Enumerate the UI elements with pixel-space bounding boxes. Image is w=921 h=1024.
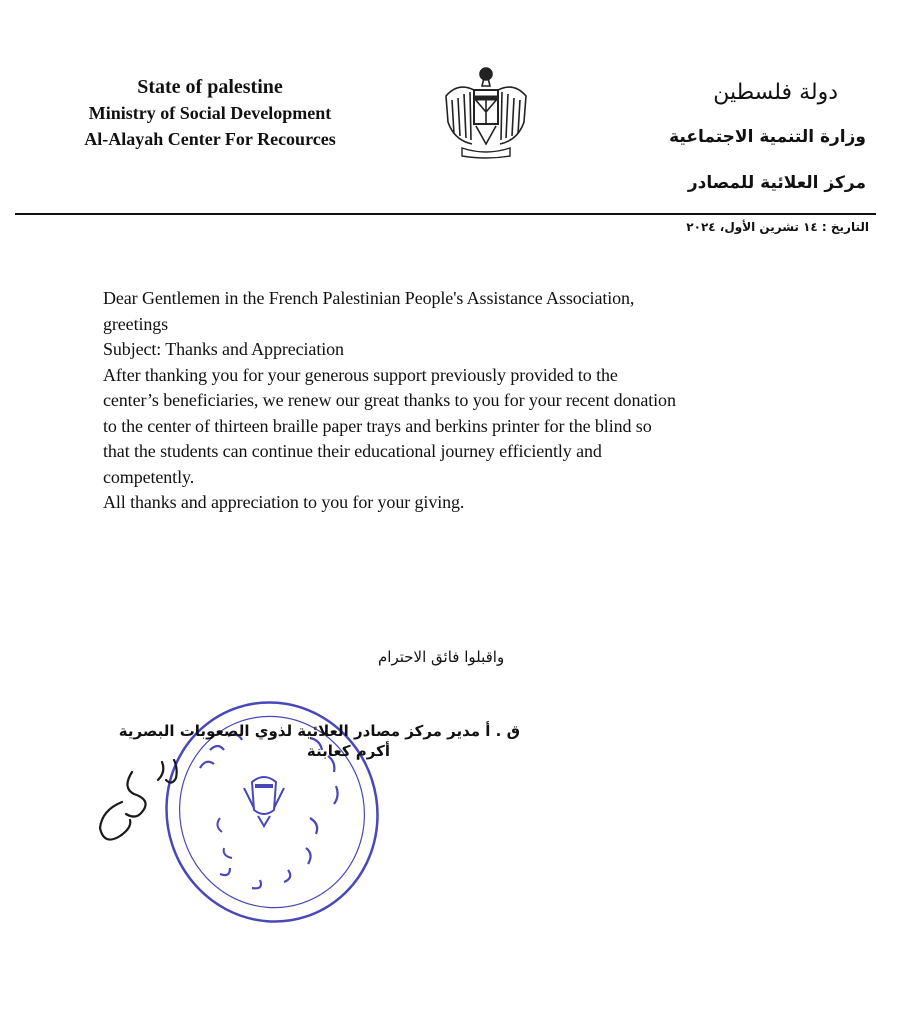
letterhead-ar-line2: وزارة التنمية الاجتماعية <box>669 127 866 147</box>
body-line: that the students can continue their educational journey efficiently and <box>103 441 602 461</box>
header-divider <box>15 213 876 215</box>
closing-phrase: واقبلوا فائق الاحترام <box>378 648 505 666</box>
letterhead-en-line1: State of palestine <box>137 76 283 98</box>
letterhead-ar-line1: دولة فلسطين <box>713 80 838 105</box>
body-line: center’s beneficiaries, we renew our great thanks to you for your recent donation <box>103 390 676 410</box>
body-line: to the center of thirteen braille paper trays and berkins printer for the blind so <box>103 415 652 436</box>
signatory-title: ق . أ مدير مركز مصادر العلائية لذوي الصعوبات البصرية <box>118 722 520 740</box>
date-line: التاريخ : ١٤ تشرين الأول، ٢٠٢٤ <box>686 220 869 234</box>
body-line: greetings <box>103 313 169 334</box>
letterhead-en-line3: Al-Alayah Center For Recources <box>84 129 336 149</box>
body-line: Subject: Thanks and Appreciation <box>103 339 344 359</box>
letterhead-english <box>45 74 375 152</box>
letterhead-en-line2: Ministry of Social Development <box>88 103 332 123</box>
eagle-emblem-icon <box>438 60 534 160</box>
body-line: Dear Gentlemen in the French Palestinian People's Assistance Association, <box>103 288 635 308</box>
body-line: All thanks and appreciation to you for your giving. <box>103 492 465 512</box>
letterhead-arabic <box>606 80 866 193</box>
letter-body <box>103 286 863 516</box>
signatory-name: أكرم كعابنة <box>306 742 390 760</box>
letterhead-ar-line3: مركز العلائية للمصادر <box>687 173 866 193</box>
handwritten-signature-icon <box>92 750 202 850</box>
body-line: After thanking you for your generous support previously provided to the <box>103 364 618 385</box>
body-line: competently. <box>103 466 195 487</box>
